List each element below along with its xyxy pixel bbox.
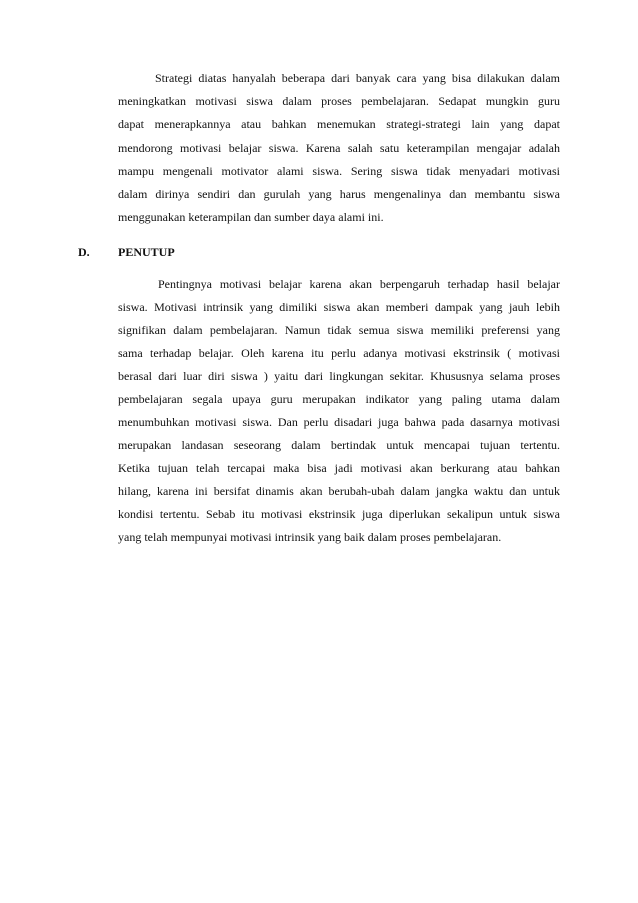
text-line: Ketika tujuan telah tercapai maka bisa jadi motivasi akan berkurang atau bahkan (118, 461, 560, 475)
text-line: sama terhadap belajar. Oleh karena itu perlu adanya motivasi ekstrinsik ( motivasi (118, 346, 560, 360)
section-number: D. (78, 245, 90, 259)
paragraph-conclusion (118, 273, 560, 549)
section-heading (78, 241, 560, 264)
text-line: dalam dirinya sendiri dan gurulah yang harus mengenalinya dan membantu siswa (118, 186, 560, 201)
text-line: mendorong motivasi belajar siswa. Karena salah satu keterampilan mengajar adalah (118, 140, 560, 155)
text-line: Pentingnya motivasi belajar karena akan berpengaruh terhadap hasil belajar (158, 277, 560, 291)
section-title: PENUTUP (118, 245, 175, 259)
paragraph-strategies (118, 67, 560, 229)
text-line: meningkatkan motivasi siswa dalam proses pembelajaran. Sedapat mungkin guru (118, 94, 560, 109)
text-line: merupakan landasan seseorang dalam bertindak untuk mencapai tujuan tertentu. (118, 438, 560, 452)
text-line: kondisi tertentu. Sebab itu motivasi ekstrinsik juga diperlukan sekalipun untuk siswa (118, 507, 560, 521)
text-line: hilang, karena ini bersifat dinamis akan berubah-ubah dalam jangka waktu dan untuk (118, 484, 560, 498)
text-line: siswa. Motivasi intrinsik yang dimiliki siswa akan memberi dampak yang jauh lebih (118, 300, 560, 314)
text-line: dapat menerapkannya atau bahkan menemukan strategi-strategi lain yang dapat (118, 117, 560, 132)
text-line: yang telah mempunyai motivasi intrinsik yang baik dalam proses pembelajaran. (118, 530, 502, 544)
text-line: Strategi diatas hanyalah beberapa dari banyak cara yang bisa dilakukan dalam (155, 71, 560, 85)
text-line: menggunakan keterampilan dan sumber daya alami ini. (118, 210, 384, 225)
text-line: mampu mengenali motivator alami siswa. Sering siswa tidak menyadari motivasi (118, 163, 560, 178)
text-line: berasal dari luar diri siswa ) yaitu dari lingkungan sekitar. Khususnya selama proses (118, 369, 560, 383)
text-line: signifikan dalam pembelajaran. Namun tidak semua siswa memiliki preferensi yang (118, 323, 560, 337)
text-line: pembelajaran segala upaya guru merupakan indikator yang paling utama dalam (118, 392, 560, 406)
text-line: menumbuhkan motivasi siswa. Dan perlu disadari juga bahwa pada dasarnya motivasi (118, 415, 560, 429)
